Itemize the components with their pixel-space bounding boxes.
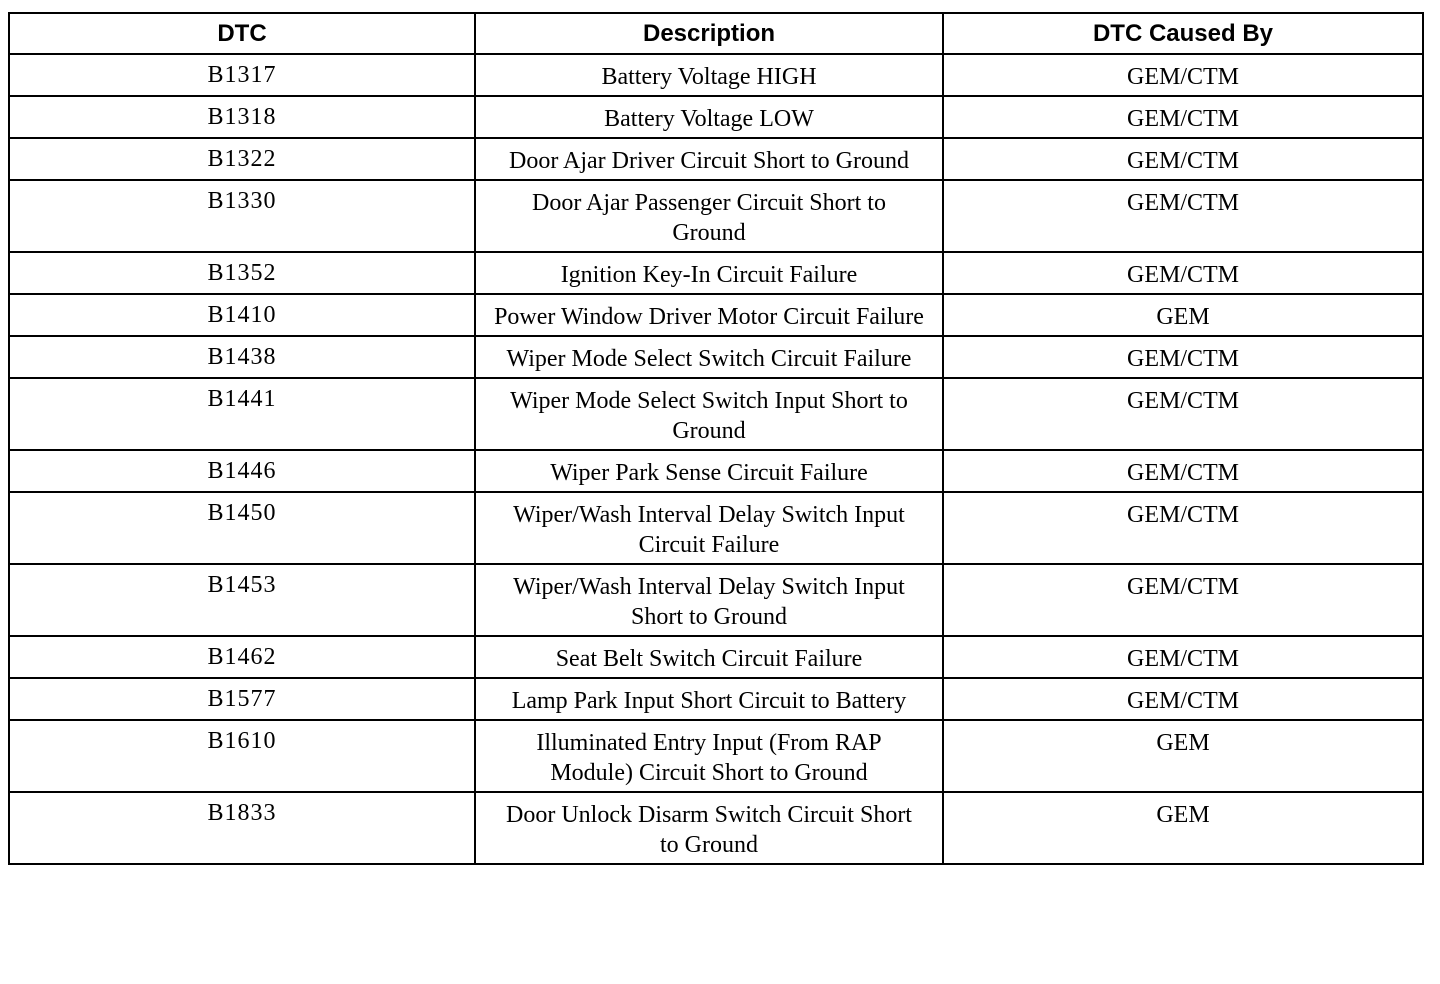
description-cell-text: Wiper Mode Select Switch Input Short to Ground: [510, 388, 908, 444]
caused-by-cell-text: GEM: [1156, 730, 1210, 756]
table-row: [9, 492, 1423, 564]
caused-by-cell: [943, 792, 1423, 864]
caused-by-cell-text: GEM/CTM: [1126, 64, 1239, 90]
description-cell-text: Power Window Driver Motor Circuit Failure: [494, 304, 924, 330]
table-row: [9, 564, 1423, 636]
caused-by-cell: [943, 720, 1423, 792]
caused-by-cell: [943, 492, 1423, 564]
header-dtc: DTC: [9, 13, 475, 54]
description-cell: [475, 336, 943, 378]
header-row: [9, 13, 1423, 54]
description-cell: [475, 720, 943, 792]
description-cell: [475, 450, 943, 492]
caused-by-cell-text: GEM/CTM: [1126, 688, 1239, 714]
description-cell-text: Wiper/Wash Interval Delay Switch Input Short to Ground: [513, 574, 905, 630]
dtc-code-cell: [9, 96, 475, 138]
caused-by-cell-text: GEM/CTM: [1126, 190, 1239, 216]
caused-by-cell: [943, 138, 1423, 180]
description-cell-text: Wiper Mode Select Switch Circuit Failure: [506, 346, 912, 372]
caused-by-cell: [943, 180, 1423, 252]
dtc-code-cell-text: B1410: [207, 302, 277, 328]
description-cell-text: Lamp Park Input Short Circuit to Battery: [511, 688, 907, 714]
dtc-code-cell: [9, 792, 475, 864]
description-cell: [475, 378, 943, 450]
dtc-code-cell: [9, 636, 475, 678]
description-cell-text: Battery Voltage LOW: [604, 106, 814, 132]
table-row: [9, 792, 1423, 864]
dtc-code-cell-text: B1462: [207, 644, 277, 670]
table-row: [9, 294, 1423, 336]
table-row: [9, 450, 1423, 492]
description-cell-text: Wiper Park Sense Circuit Failure: [550, 460, 868, 486]
caused-by-cell-text: GEM: [1156, 304, 1210, 330]
dtc-code-cell-text: B1577: [207, 686, 277, 712]
table-row: [9, 378, 1423, 450]
description-cell: [475, 636, 943, 678]
dtc-code-cell: [9, 138, 475, 180]
description-cell: [475, 792, 943, 864]
dtc-code-cell-text: B1438: [207, 344, 277, 370]
table-row: [9, 180, 1423, 252]
caused-by-cell-text: GEM/CTM: [1126, 106, 1239, 132]
caused-by-cell-text: GEM/CTM: [1126, 502, 1239, 528]
dtc-code-cell: [9, 294, 475, 336]
description-cell: [475, 564, 943, 636]
dtc-code-cell-text: B1450: [207, 500, 277, 526]
caused-by-cell-text: GEM/CTM: [1126, 460, 1239, 486]
table-row: [9, 336, 1423, 378]
table-row: [9, 720, 1423, 792]
dtc-code-cell-text: B1610: [207, 728, 277, 754]
dtc-code-cell: [9, 492, 475, 564]
description-cell-text: Wiper/Wash Interval Delay Switch Input Circuit Failure: [513, 502, 905, 558]
description-cell-text: Ignition Key-In Circuit Failure: [560, 262, 858, 288]
description-cell: [475, 96, 943, 138]
dtc-code-cell: [9, 252, 475, 294]
dtc-code-cell: [9, 678, 475, 720]
table-row: [9, 252, 1423, 294]
caused-by-cell-text: GEM: [1156, 802, 1210, 828]
caused-by-cell-text: GEM/CTM: [1126, 148, 1239, 174]
dtc-code-cell: [9, 720, 475, 792]
caused-by-cell-text: GEM/CTM: [1126, 262, 1239, 288]
caused-by-cell: [943, 54, 1423, 96]
table-row: [9, 138, 1423, 180]
description-cell-text: Door Ajar Passenger Circuit Short to Ground: [532, 190, 886, 246]
dtc-code-cell-text: B1441: [207, 386, 277, 412]
dtc-code-cell-text: B1446: [207, 458, 277, 484]
dtc-code-cell-text: B1317: [207, 62, 277, 88]
table-row: [9, 96, 1423, 138]
dtc-code-cell-text: B1318: [207, 104, 277, 130]
dtc-code-cell-text: B1833: [207, 800, 277, 826]
caused-by-cell: [943, 678, 1423, 720]
caused-by-cell: [943, 450, 1423, 492]
description-cell-text: Illuminated Entry Input (From RAP Module) Circuit Short to Ground: [536, 730, 882, 786]
description-cell: [475, 294, 943, 336]
caused-by-cell: [943, 252, 1423, 294]
description-cell-text: Door Ajar Driver Circuit Short to Ground: [509, 148, 909, 174]
header-description: Description: [475, 13, 943, 54]
caused-by-cell: [943, 294, 1423, 336]
dtc-code-cell: [9, 450, 475, 492]
description-cell-text: Seat Belt Switch Circuit Failure: [555, 646, 863, 672]
description-cell: [475, 492, 943, 564]
caused-by-cell-text: GEM/CTM: [1126, 574, 1239, 600]
dtc-code-cell: [9, 378, 475, 450]
description-cell: [475, 678, 943, 720]
caused-by-cell: [943, 636, 1423, 678]
dtc-code-cell: [9, 336, 475, 378]
table-header: [9, 13, 1423, 54]
caused-by-cell-text: GEM/CTM: [1126, 646, 1239, 672]
caused-by-cell: [943, 96, 1423, 138]
description-cell: [475, 252, 943, 294]
dtc-code-cell-text: B1453: [207, 572, 277, 598]
description-cell: [475, 180, 943, 252]
description-cell: [475, 54, 943, 96]
table-row: [9, 54, 1423, 96]
dtc-code-cell: [9, 54, 475, 96]
caused-by-cell: [943, 564, 1423, 636]
dtc-code-cell: [9, 564, 475, 636]
dtc-table: [8, 12, 1424, 865]
dtc-code-cell-text: B1322: [207, 146, 277, 172]
caused-by-cell-text: GEM/CTM: [1126, 346, 1239, 372]
description-cell: [475, 138, 943, 180]
dtc-code-cell: [9, 180, 475, 252]
description-cell-text: Battery Voltage HIGH: [601, 64, 817, 90]
caused-by-cell: [943, 336, 1423, 378]
description-cell-text: Door Unlock Disarm Switch Circuit Short to Ground: [506, 802, 912, 858]
header-caused-by: DTC Caused By: [943, 13, 1423, 54]
dtc-code-cell-text: B1330: [207, 188, 277, 214]
table-body: [9, 54, 1423, 864]
table-row: [9, 636, 1423, 678]
dtc-code-cell-text: B1352: [207, 260, 277, 286]
caused-by-cell-text: GEM/CTM: [1126, 388, 1239, 414]
table-row: [9, 678, 1423, 720]
caused-by-cell: [943, 378, 1423, 450]
